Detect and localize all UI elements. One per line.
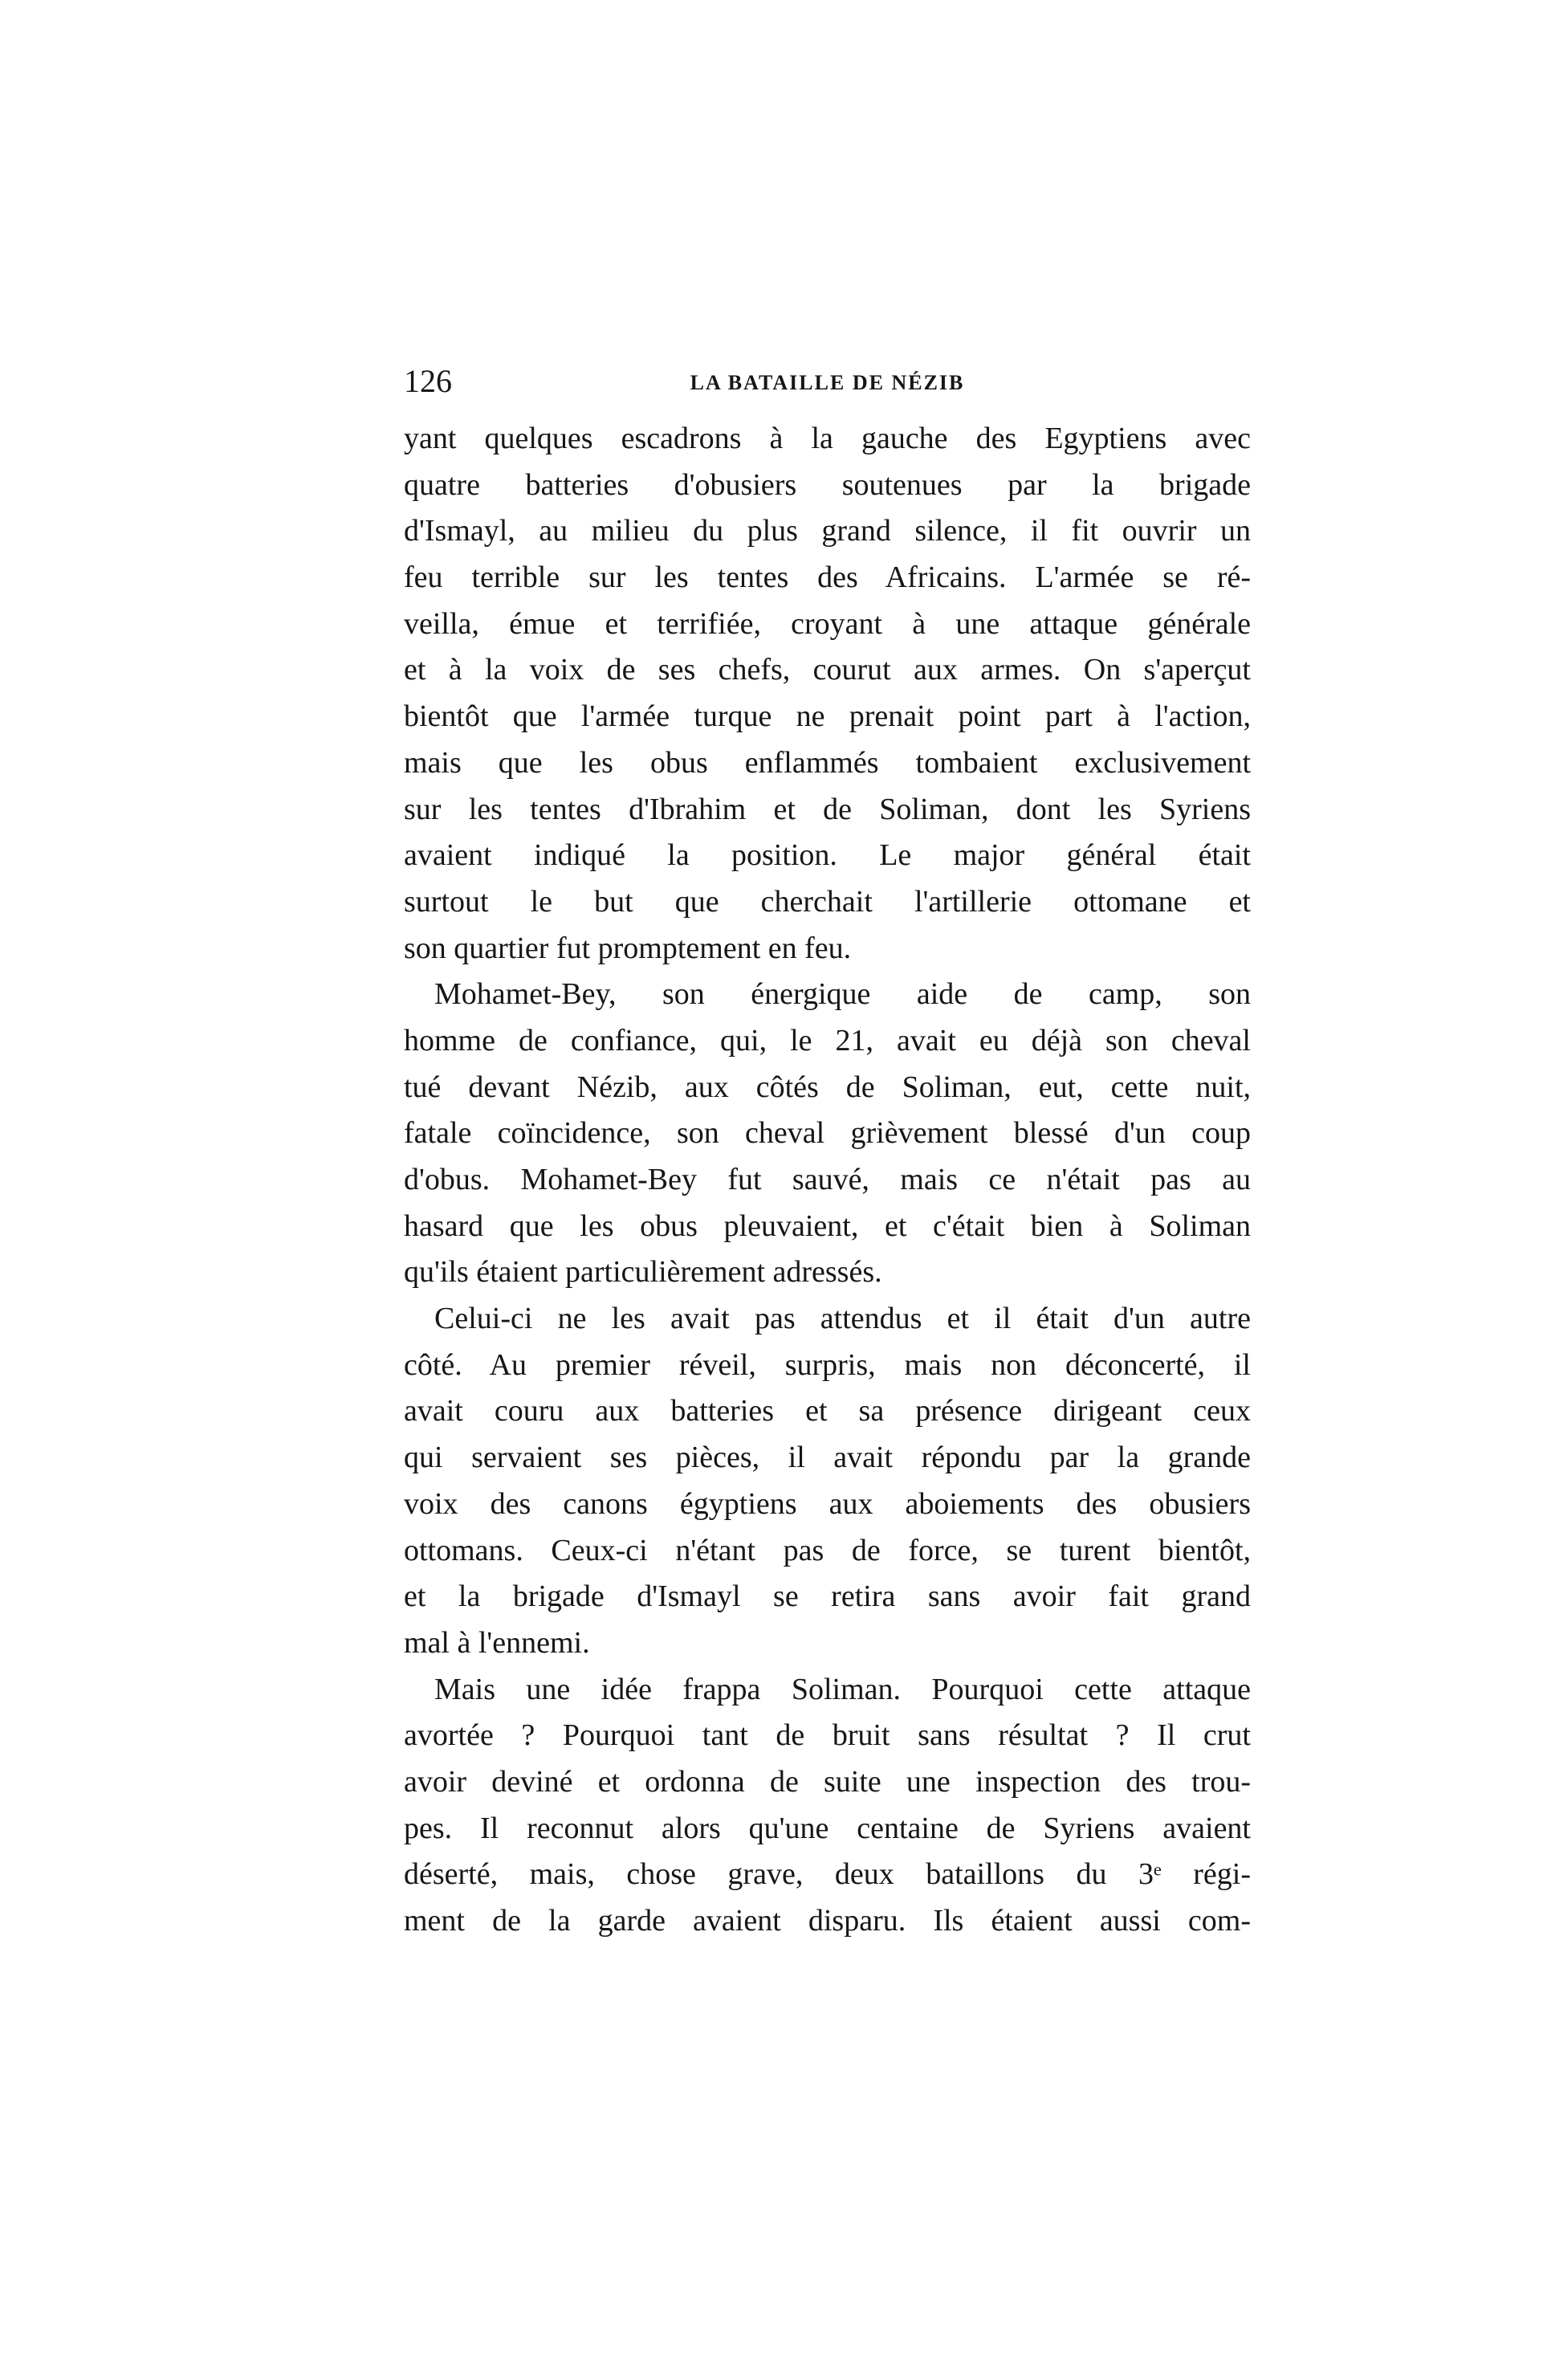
text-line: bientôt que l'armée turque ne prenait point part à l'action, [404, 699, 1251, 734]
text-line: surtout le but que cherchait l'artillerie ottomane et [404, 884, 1251, 919]
text-line: d'Ismayl, au milieu du plus grand silence, il fit ouvrir un [404, 514, 1251, 548]
text-line: Mais une idée frappa Soliman. Pourquoi cette attaque [434, 1672, 1251, 1706]
text-line: tué devant Nézib, aux côtés de Soliman, eut, cette nuit, [404, 1070, 1251, 1104]
text-line: fatale coïncidence, son cheval grièvement blessé d'un coup [404, 1116, 1251, 1151]
text-line: avait couru aux batteries et sa présence dirigeant ceux [404, 1394, 1251, 1428]
running-header [404, 361, 1251, 401]
text-line: et à la voix de ses chefs, courut aux armes. On s'aperçut [404, 653, 1251, 687]
text-line: déserté, mais, chose grave, deux bataillons du 3ᵉ régi- [404, 1857, 1251, 1892]
text-line: homme de confiance, qui, le 21, avait eu déjà son cheval [404, 1023, 1251, 1058]
text-line: pes. Il reconnut alors qu'une centaine de Syriens avaient [404, 1811, 1251, 1845]
text-line: Mohamet-Bey, son énergique aide de camp, son [434, 977, 1251, 1012]
text-line: avaient indiqué la position. Le major général était [404, 838, 1251, 873]
text-line: ottomans. Ceux-ci n'étant pas de force, se turent bientôt, [404, 1533, 1251, 1567]
text-line: yant quelques escadrons à la gauche des Egyptiens avec [404, 422, 1251, 455]
text-line: hasard que les obus pleuvaient, et c'était bien à Soliman [404, 1208, 1251, 1243]
text-line: quatre batteries d'obusiers soutenues par la brigade [404, 467, 1251, 502]
page-number: 126 [404, 363, 452, 399]
text-line: d'obus. Mohamet-Bey fut sauvé, mais ce n'était pas au [404, 1163, 1251, 1196]
text-line: son quartier fut promptement en feu. [404, 931, 852, 965]
text-line: sur les tentes d'Ibrahim et de Soliman, dont les Syriens [404, 792, 1251, 826]
text-line: mais que les obus enflammés tombaient exclusivement [404, 745, 1251, 780]
text-line: feu terrible sur les tentes des Africains. L'armée se ré- [404, 560, 1251, 595]
text-line: qu'ils étaient particulièrement adressés. [404, 1255, 882, 1290]
text-line: avortée ? Pourquoi tant de bruit sans résultat ? Il crut [404, 1718, 1251, 1753]
text-line: qui servaient ses pièces, il avait répondu par la grande [404, 1441, 1251, 1475]
text-line: côté. Au premier réveil, surpris, mais non déconcerté, il [404, 1347, 1251, 1382]
text-line: et la brigade d'Ismayl se retira sans avoir fait grand [404, 1579, 1251, 1614]
page-body-text [404, 416, 1251, 1945]
text-line: Celui-ci ne les avait pas attendus et il était d'un autre [434, 1302, 1251, 1336]
running-title: LA BATAILLE DE NÉZIB [690, 371, 965, 394]
text-line: ment de la garde avaient disparu. Ils étaient aussi com- [404, 1904, 1251, 1938]
text-line: veilla, émue et terrifiée, croyant à une attaque générale [404, 606, 1251, 641]
text-line: avoir deviné et ordonna de suite une inspection des trou- [404, 1764, 1251, 1799]
text-line: voix des canons égyptiens aux aboiements des obusiers [404, 1486, 1251, 1521]
text-line: mal à l'ennemi. [404, 1625, 590, 1660]
